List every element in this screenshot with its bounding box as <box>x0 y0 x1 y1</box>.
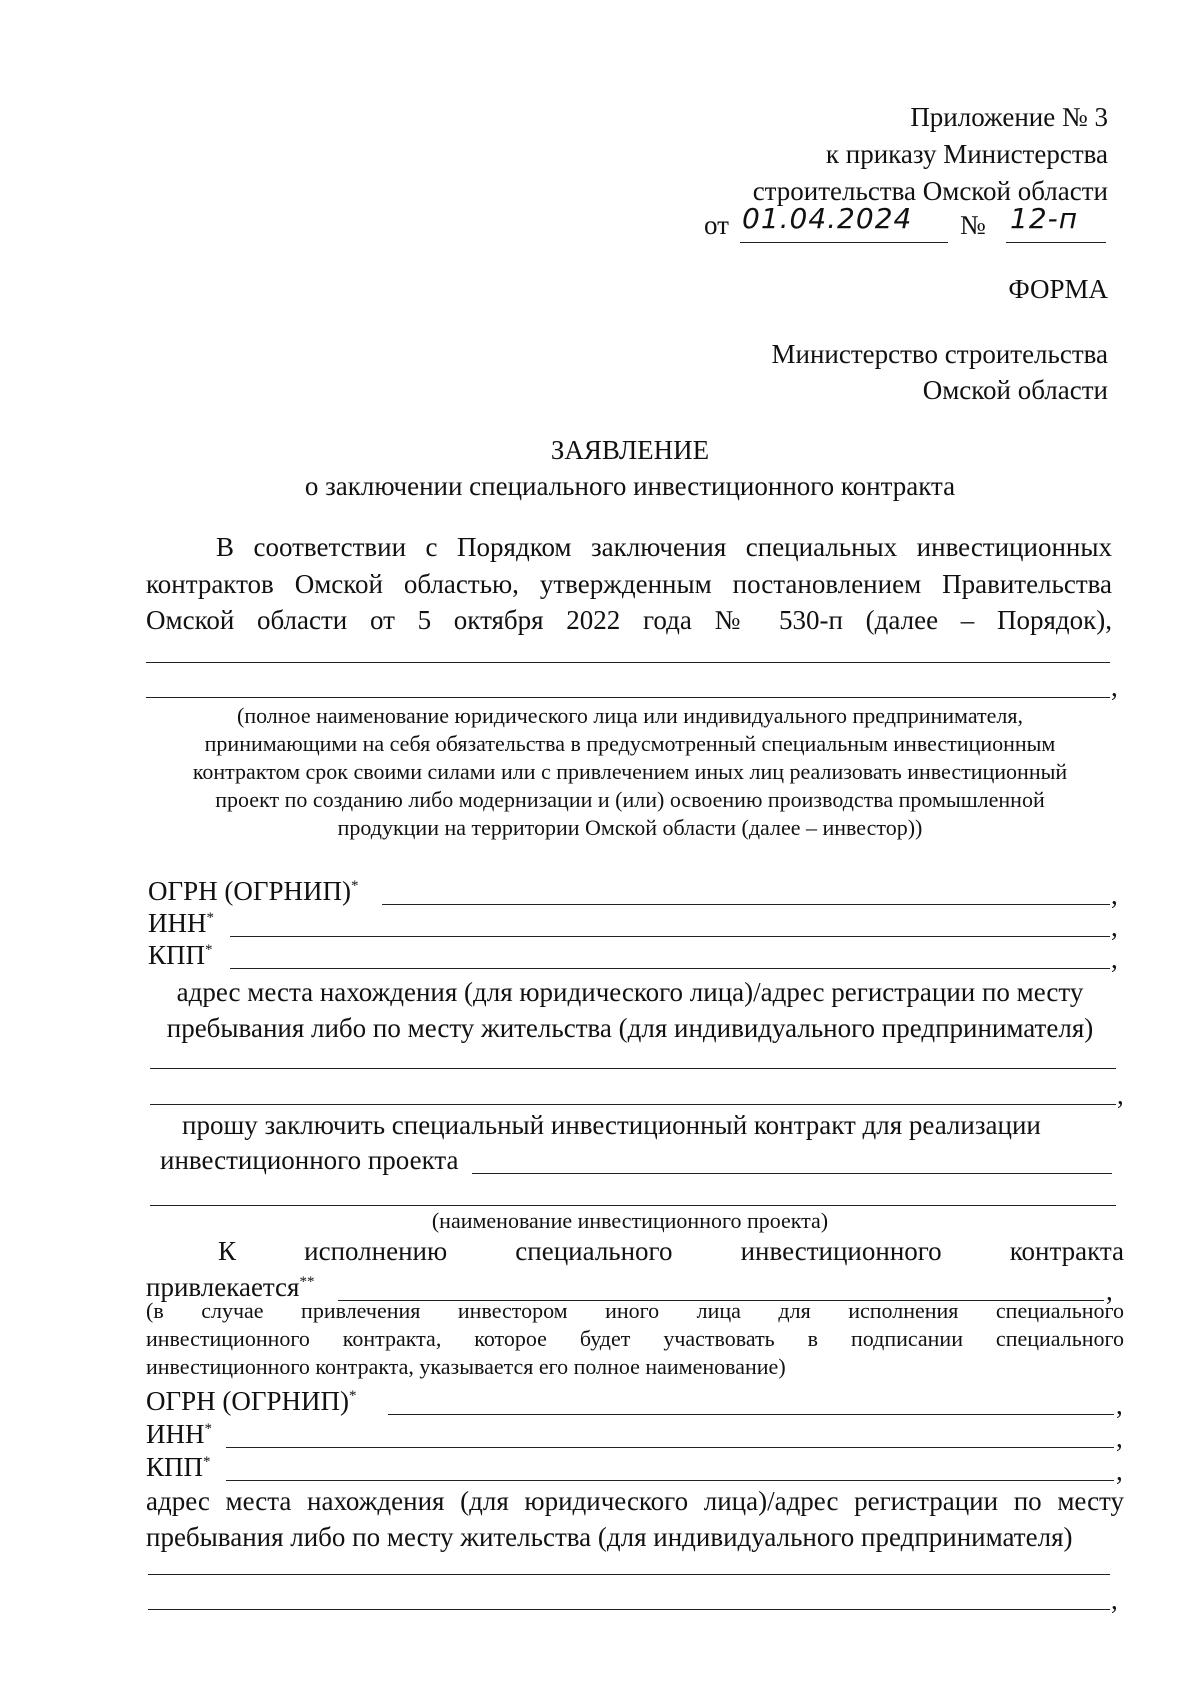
comma: , <box>1111 944 1118 974</box>
number-underline <box>1006 242 1106 243</box>
attracted-address-label-2: пребывания либо по месту жительства (для индивидуального предпринимателя) <box>146 1522 1073 1552</box>
date-prefix: от <box>704 210 729 240</box>
investor-kpp-label: КПП* <box>148 940 213 970</box>
handwritten-date: 01.04.2024 <box>742 202 913 235</box>
intro-line-2: контрактов Омской областью, утвержденным постановлением Правительства <box>146 569 1112 599</box>
attracted-caption-line-2: инвестиционного контракта, которое будет участвовать в подписании специального <box>146 1326 1124 1351</box>
attracted-address-line-1[interactable] <box>148 1574 1110 1575</box>
investor-name-line-1[interactable] <box>146 662 1110 663</box>
investor-address-label-2: пребывания либо по месту жительства (для индивидуального предпринимателя) <box>166 1013 1094 1043</box>
attracted-inn-label: ИНН* <box>146 1419 212 1449</box>
request-line-1: прошу заключить специальный инвестиционный контракт для реализации <box>182 1110 1041 1140</box>
comma: , <box>1116 1390 1123 1420</box>
attracted-ogrn-input[interactable] <box>388 1414 1114 1415</box>
comma: , <box>1116 1423 1123 1453</box>
comma: , <box>1106 1276 1113 1306</box>
request-line-2: инвестиционного проекта <box>160 1145 459 1175</box>
document-subtitle: о заключении специального инвестиционного контракта <box>304 471 956 501</box>
attracted-line-1: К исполнению специального инвестиционного контракта <box>218 1236 1124 1266</box>
comma: , <box>1111 672 1118 702</box>
attracted-caption-line-3: инвестиционного контракта, указывается его полное наименование) <box>146 1354 786 1379</box>
date-underline <box>740 242 948 243</box>
comma: , <box>1111 880 1118 910</box>
investor-address-line-2[interactable] <box>150 1104 1116 1105</box>
project-name-input[interactable] <box>472 1173 1112 1174</box>
investor-name-line-2[interactable] <box>146 697 1110 698</box>
appendix-label: Приложение № 3 <box>910 102 1108 132</box>
investor-caption-line-1: (полное наименование юридического лица или индивидуального предпринимателя, <box>237 703 1023 728</box>
investor-caption-line-4: проект по созданию либо модернизации и (или) освоению производства промышленной <box>215 787 1045 812</box>
intro-line-3: Омской области от 5 октября 2022 года № 530-п (далее – Порядок), <box>146 605 1112 635</box>
addressee-line-2: Омской области <box>922 375 1108 405</box>
investor-address-line-1[interactable] <box>150 1068 1116 1069</box>
attracted-ogrn-label: ОГРН (ОГРНИП)* <box>146 1386 357 1416</box>
investor-caption-line-3: контрактом срок своими силами или с привлечением иных лиц реализовать инвестиционный <box>192 759 1068 784</box>
attracted-kpp-input[interactable] <box>226 1480 1114 1481</box>
number-prefix: № <box>960 210 986 240</box>
investor-address-label-1: адрес места нахождения (для юридического лица)/адрес регистрации по месту <box>176 977 1084 1007</box>
comma: , <box>1111 1585 1118 1615</box>
form-label: ФОРМА <box>1008 274 1108 304</box>
investor-kpp-input[interactable] <box>230 968 1110 969</box>
project-name-line-2[interactable] <box>150 1205 1116 1206</box>
investor-caption-line-2: принимающими на себя обязательства в предусмотренный специальным инвестиционным <box>204 731 1056 756</box>
attracted-line-2: привлекается** <box>146 1272 315 1302</box>
order-reference: к приказу Министерства <box>825 139 1108 169</box>
investor-inn-label: ИНН* <box>148 908 214 938</box>
investor-ogrn-label: ОГРН (ОГРНИП)* <box>148 876 359 906</box>
document-title: ЗАЯВЛЕНИЕ <box>550 435 710 465</box>
handwritten-number: 12-п <box>1010 202 1079 235</box>
addressee-line-1: Министерство строительства <box>771 339 1108 369</box>
comma: , <box>1116 1456 1123 1486</box>
investor-caption-line-5: продукции на территории Омской области (далее – инвестор)) <box>337 815 923 840</box>
intro-line-1: В соответствии с Порядком заключения специальных инвестиционных <box>216 532 1112 562</box>
attracted-address-label-1: адрес места нахождения (для юридического лица)/адрес регистрации по месту <box>146 1486 1124 1516</box>
attracted-address-line-2[interactable] <box>148 1609 1110 1610</box>
investor-inn-input[interactable] <box>230 936 1110 937</box>
comma: , <box>1117 1080 1124 1110</box>
comma: , <box>1111 912 1118 942</box>
attracted-caption-line-1: (в случае привлечения инвестором иного лица для исполнения специального <box>146 1298 1124 1323</box>
investor-ogrn-input[interactable] <box>382 904 1110 905</box>
ministry-reference: строительства Омской области <box>752 176 1108 206</box>
attracted-inn-input[interactable] <box>226 1447 1114 1448</box>
attracted-kpp-label: КПП* <box>146 1452 211 1482</box>
project-caption: (наименование инвестиционного проекта) <box>431 1208 829 1233</box>
